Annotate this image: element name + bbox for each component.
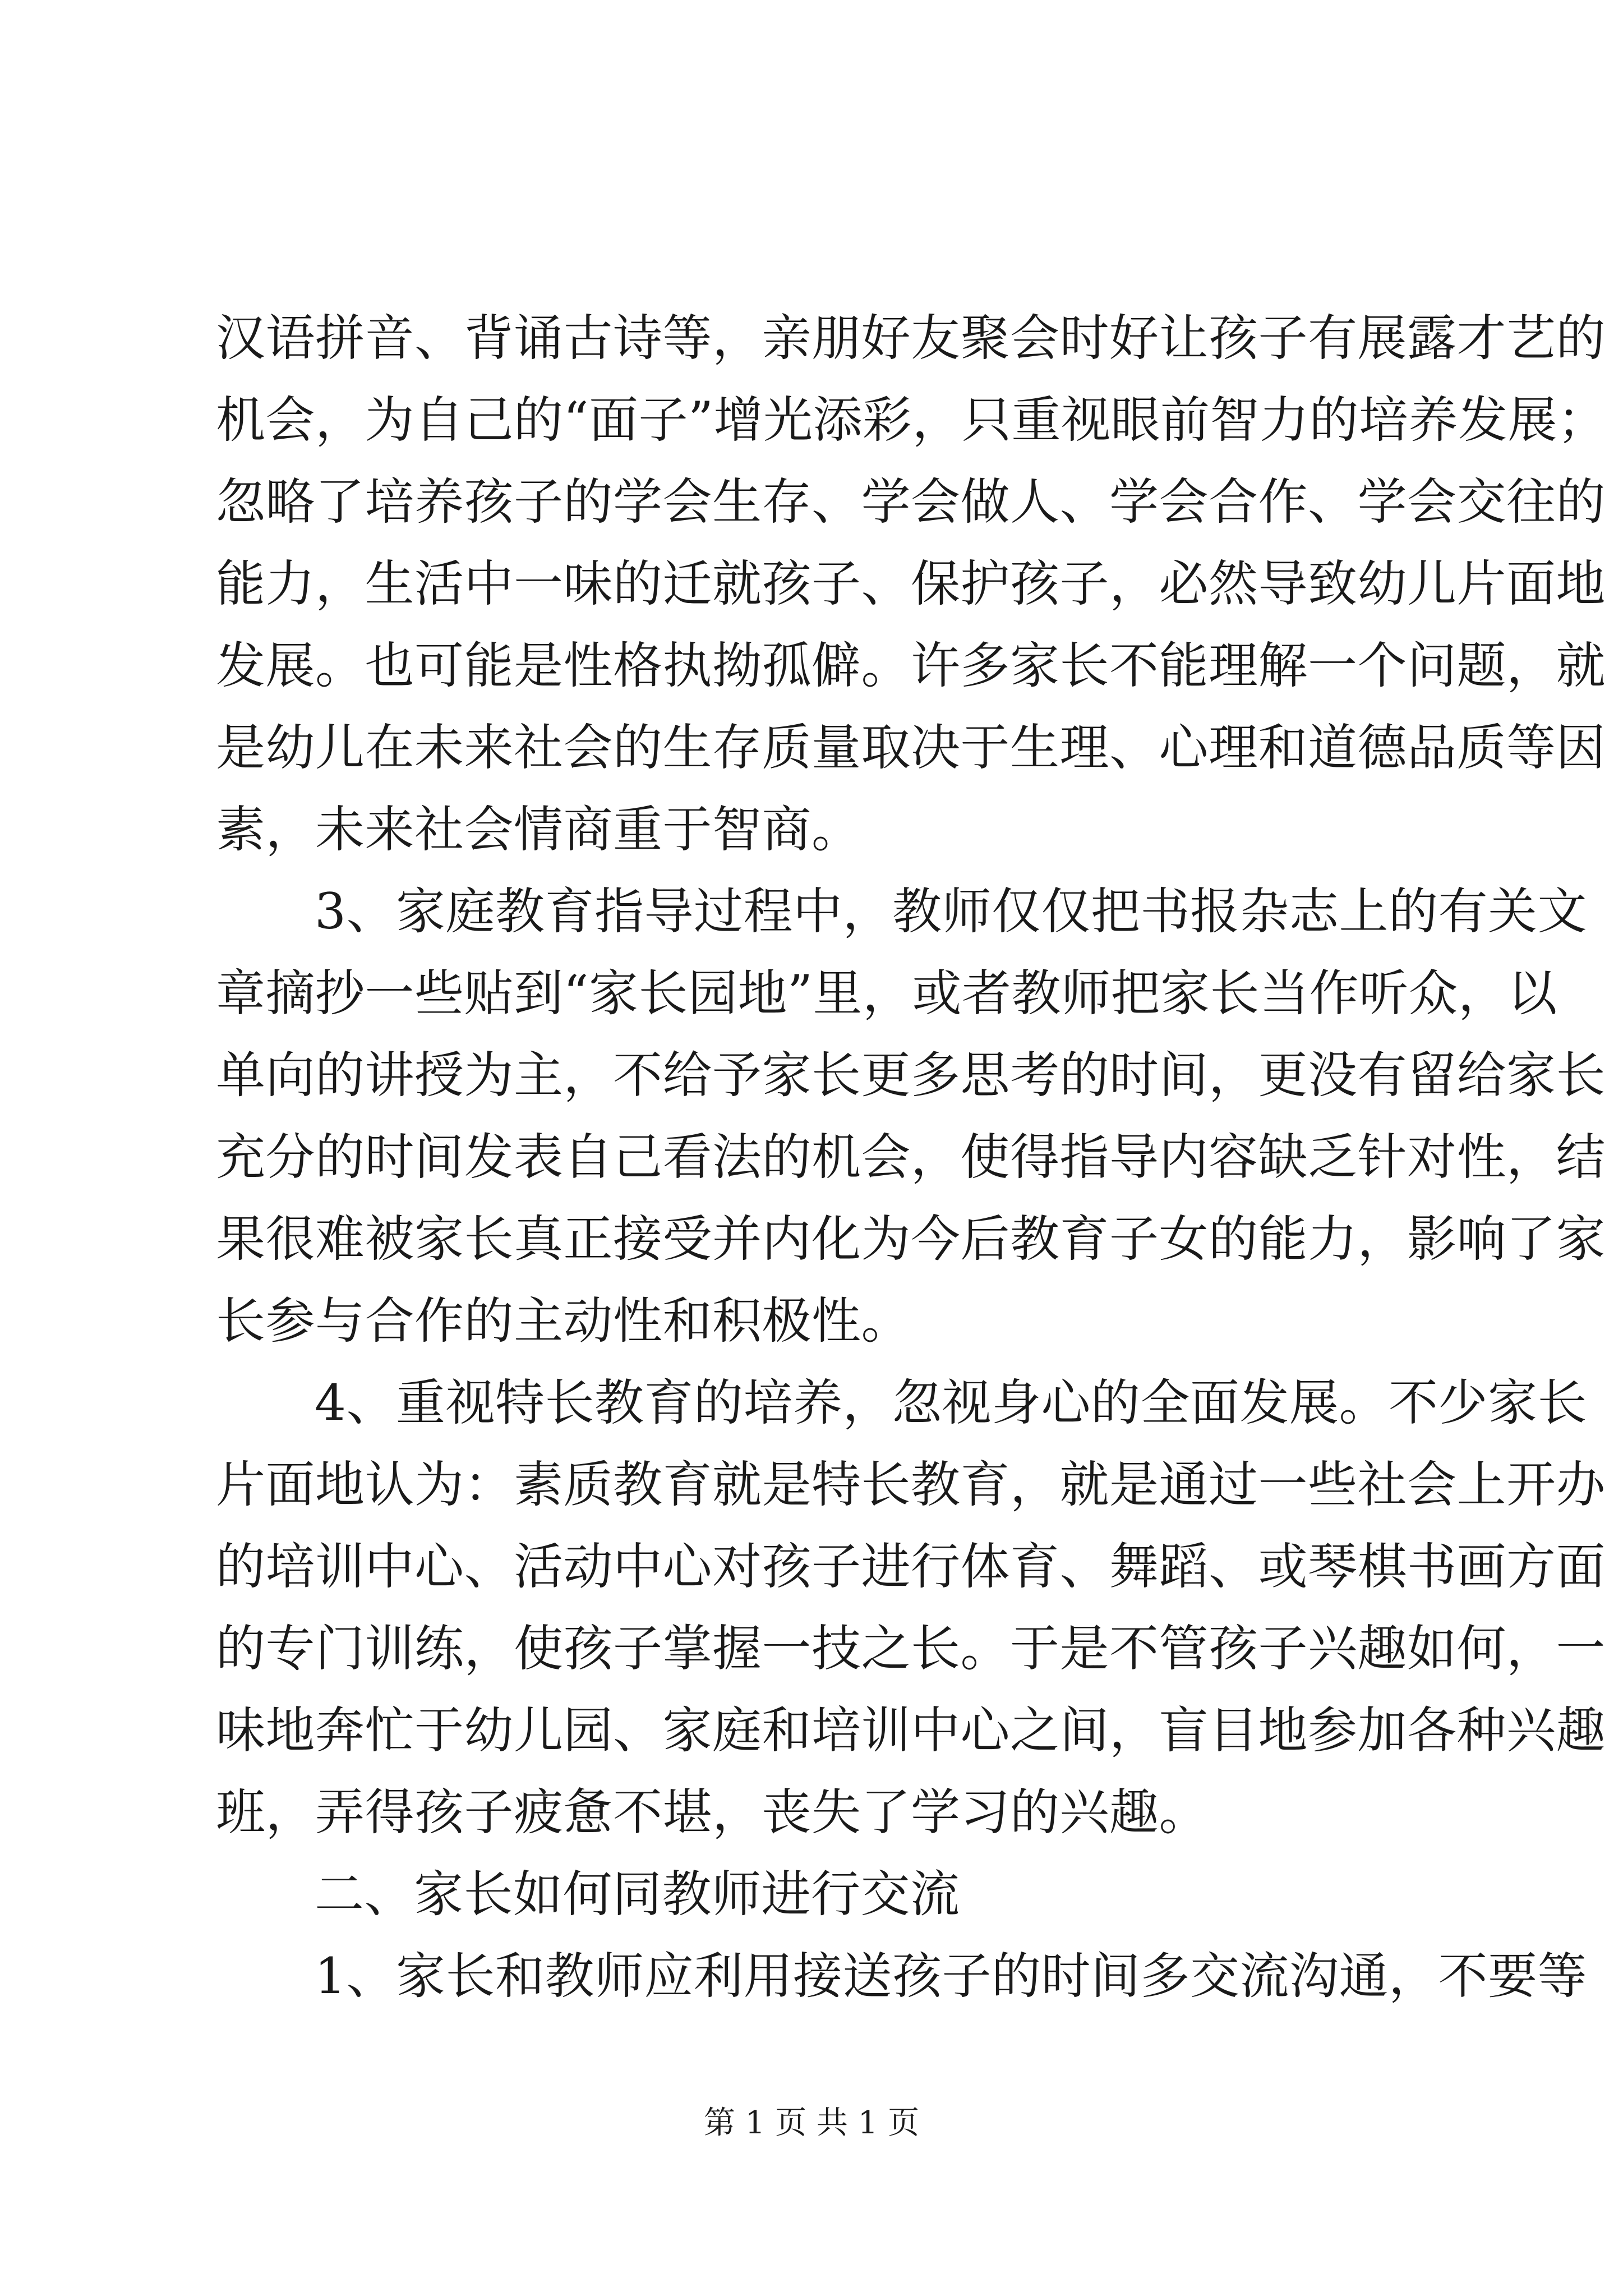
- text-line: 充分的时间发表自己看法的机会，使得指导内容缺乏针对性，结: [216, 1128, 1606, 1186]
- text-line: 片面地认为：素质教育就是特长教育，就是通过一些社会上开办: [216, 1456, 1606, 1513]
- text-line: 素，未来社会情商重于智商。: [216, 800, 861, 858]
- text-line: 味地奔忙于幼儿园、家庭和培训中心之间，盲目地参加各种兴趣: [216, 1701, 1606, 1759]
- text-line: 果很难被家长真正接受并内化为今后教育子女的能力，影响了家: [216, 1210, 1606, 1268]
- body-text: [216, 297, 1607, 2017]
- text-line: 的培训中心、活动中心对孩子进行体育、舞蹈、或琴棋书画方面: [216, 1538, 1606, 1595]
- text-line: 的专门训练，使孩子掌握一技之长。于是不管孩子兴趣如何，一: [216, 1619, 1606, 1677]
- paragraph-start-line: 3、家庭教育指导过程中，教师仅仅把书报杂志上的有关文: [315, 882, 1587, 940]
- text-line: 忽略了培养孩子的学会生存、学会做人、学会合作、学会交往的: [216, 473, 1606, 531]
- section-heading: 二、家长如何同教师进行交流: [315, 1865, 960, 1923]
- text-line: 是幼儿在未来社会的生存质量取决于生理、心理和道德品质等因: [216, 719, 1606, 776]
- page-footer: 第 1 页 共 1 页: [703, 2105, 920, 2141]
- text-line: 汉语拼音、背诵古诗等，亲朋好友聚会时好让孩子有展露才艺的: [216, 309, 1606, 367]
- text-line: 章摘抄一些贴到“家长园地”里，或者教师把家长当作听众，以: [216, 964, 1557, 1022]
- text-line: 单向的讲授为主，不给予家长更多思考的时间，更没有留给家长: [216, 1046, 1606, 1104]
- paragraph-start-line: 1、家长和教师应利用接送孩子的时间多交流沟通，不要等: [315, 1947, 1587, 2005]
- text-line: 班，弄得孩子疲惫不堪，丧失了学习的兴趣。: [216, 1783, 1209, 1841]
- text-line: 发展。也可能是性格执拗孤僻。许多家长不能理解一个问题，就: [216, 637, 1606, 694]
- text-line: 长参与合作的主动性和积极性。: [216, 1292, 911, 1350]
- text-line: 机会，为自己的“面子”增光添彩，只重视眼前智力的培养发展；: [216, 391, 1607, 449]
- paragraph-start-line: 4、重视特长教育的培养，忽视身心的全面发展。不少家长: [315, 1374, 1587, 1432]
- text-line: 能力，生活中一味的迁就孩子、保护孩子，必然导致幼儿片面地: [216, 555, 1606, 613]
